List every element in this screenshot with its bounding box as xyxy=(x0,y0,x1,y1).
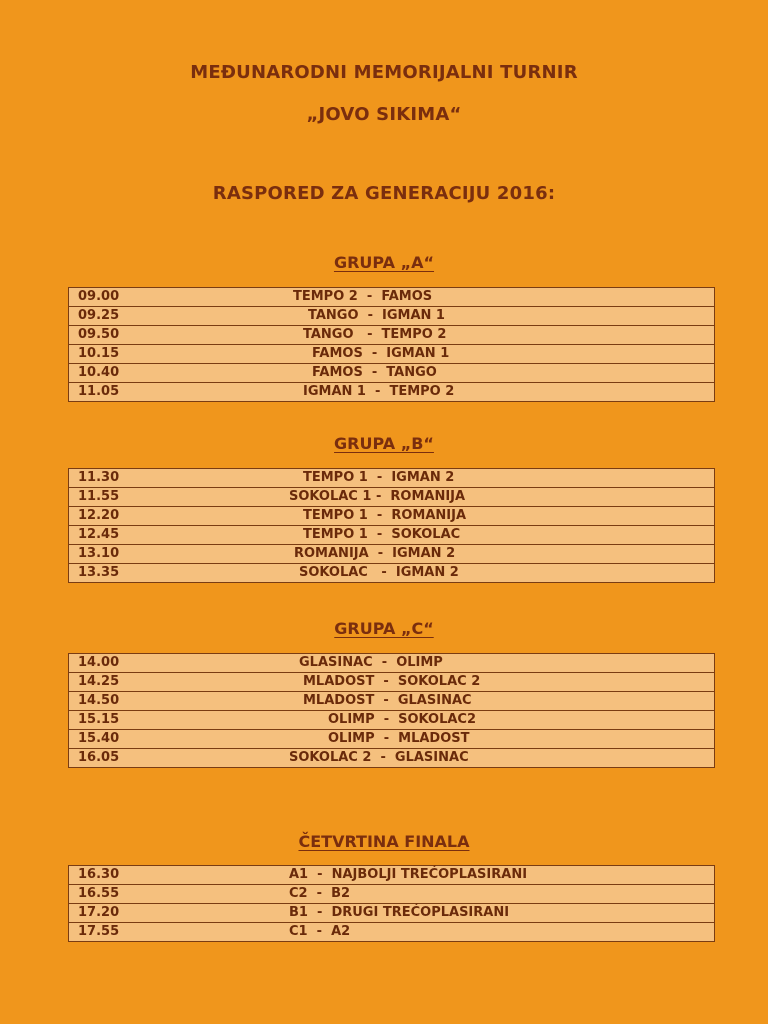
tournament-name: „JOVO SIKIMA“ xyxy=(306,104,462,125)
table-row xyxy=(69,904,715,923)
match-time: 10.40 xyxy=(69,364,199,383)
match-time: 16.05 xyxy=(69,749,199,768)
match-time: 09.00 xyxy=(69,288,199,307)
table-row xyxy=(69,364,715,383)
table-row xyxy=(69,923,715,942)
group-c-table xyxy=(68,653,715,768)
table-row xyxy=(69,730,715,749)
match-pairing: TEMPO 1 - SOKOLAC xyxy=(198,526,715,545)
table-row xyxy=(69,469,715,488)
match-time: 14.25 xyxy=(69,673,199,692)
match-pairing: B1 - DRUGI TREĆOPLASIRANI xyxy=(198,904,715,923)
match-pairing: FAMOS - IGMAN 1 xyxy=(198,345,715,364)
match-time: 11.30 xyxy=(69,469,199,488)
match-pairing: OLIMP - SOKOLAC2 xyxy=(198,711,715,730)
tournament-title: MEĐUNARODNI MEMORIJALNI TURNIR xyxy=(190,62,578,83)
table-row xyxy=(69,692,715,711)
match-pairing: A1 - NAJBOLJI TREĆOPLASIRANI xyxy=(198,866,715,885)
table-row xyxy=(69,345,715,364)
match-time: 15.40 xyxy=(69,730,199,749)
quarterfinal-title: ČETVRTINA FINALA xyxy=(298,832,470,851)
group-b-title: GRUPA „B“ xyxy=(334,434,434,453)
match-pairing: TEMPO 1 - IGMAN 2 xyxy=(198,469,715,488)
group-c-title: GRUPA „C“ xyxy=(334,619,434,638)
group-b-table xyxy=(68,468,715,583)
match-pairing: SOKOLAC - IGMAN 2 xyxy=(198,564,715,583)
match-pairing: TANGO - TEMPO 2 xyxy=(198,326,715,345)
match-pairing: IGMAN 1 - TEMPO 2 xyxy=(198,383,715,402)
match-pairing: TEMPO 2 - FAMOS xyxy=(198,288,715,307)
table-row xyxy=(69,488,715,507)
table-row xyxy=(69,526,715,545)
match-pairing: OLIMP - MLADOST xyxy=(198,730,715,749)
match-pairing: GLASINAC - OLIMP xyxy=(198,654,715,673)
group-a-title: GRUPA „A“ xyxy=(333,253,435,272)
match-time: 09.25 xyxy=(69,307,199,326)
match-pairing: MLADOST - GLASINAC xyxy=(198,692,715,711)
match-pairing: TANGO - IGMAN 1 xyxy=(198,307,715,326)
match-time: 09.50 xyxy=(69,326,199,345)
match-time: 16.30 xyxy=(69,866,199,885)
match-time: 11.55 xyxy=(69,488,199,507)
match-time: 15.15 xyxy=(69,711,199,730)
match-time: 10.15 xyxy=(69,345,199,364)
table-row xyxy=(69,673,715,692)
match-pairing: ROMANIJA - IGMAN 2 xyxy=(198,545,715,564)
table-row xyxy=(69,383,715,402)
table-row xyxy=(69,711,715,730)
table-row xyxy=(69,307,715,326)
match-time: 14.50 xyxy=(69,692,199,711)
match-time: 13.10 xyxy=(69,545,199,564)
table-row xyxy=(69,749,715,768)
match-pairing: MLADOST - SOKOLAC 2 xyxy=(198,673,715,692)
match-time: 17.55 xyxy=(69,923,199,942)
match-pairing: SOKOLAC 2 - GLASINAC xyxy=(198,749,715,768)
table-row xyxy=(69,326,715,345)
match-pairing: C2 - B2 xyxy=(198,885,715,904)
match-pairing: FAMOS - TANGO xyxy=(198,364,715,383)
match-time: 11.05 xyxy=(69,383,199,402)
schedule-subtitle: RASPORED ZA GENERACIJU 2016: xyxy=(212,183,556,204)
match-time: 16.55 xyxy=(69,885,199,904)
match-pairing: SOKOLAC 1 - ROMANIJA xyxy=(198,488,715,507)
match-time: 17.20 xyxy=(69,904,199,923)
table-row xyxy=(69,545,715,564)
match-time: 12.45 xyxy=(69,526,199,545)
table-row xyxy=(69,654,715,673)
table-row xyxy=(69,564,715,583)
table-row xyxy=(69,885,715,904)
match-pairing: TEMPO 1 - ROMANIJA xyxy=(198,507,715,526)
table-row xyxy=(69,866,715,885)
match-time: 13.35 xyxy=(69,564,199,583)
quarterfinal-table xyxy=(68,865,715,942)
group-a-table xyxy=(68,287,715,402)
match-time: 12.20 xyxy=(69,507,199,526)
table-row xyxy=(69,507,715,526)
match-pairing: C1 - A2 xyxy=(198,923,715,942)
match-time: 14.00 xyxy=(69,654,199,673)
table-row xyxy=(69,288,715,307)
